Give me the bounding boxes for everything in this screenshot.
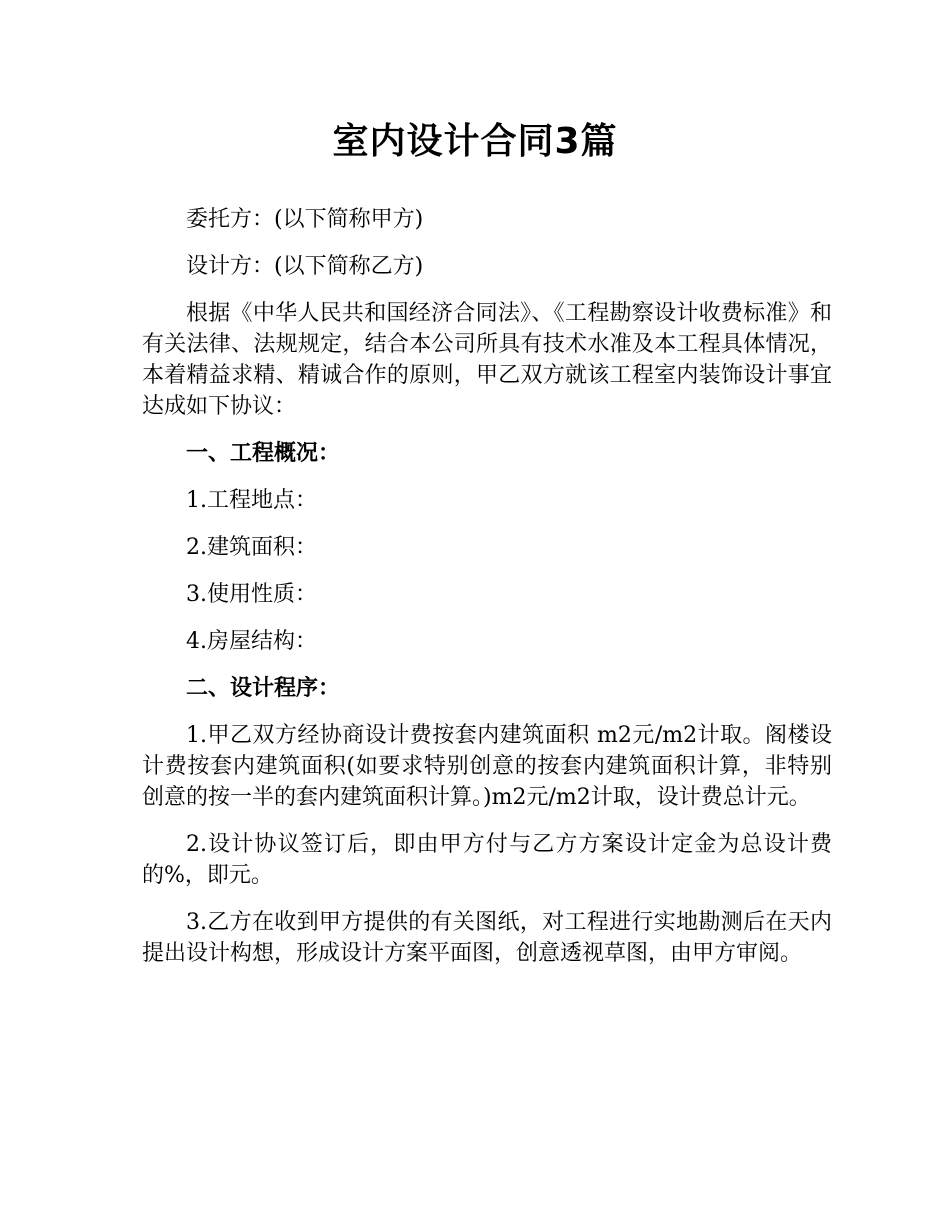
list-item-project-location: 1.工程地点：	[186, 488, 317, 513]
clause-design-proposal: 3.乙方在收到甲方提供的有关图纸，对工程进行实地勘测后在天内提出设计构想，形成设计方案平面图，创意透视草图，由甲方审阅。	[142, 910, 832, 966]
list-item-building-area: 2.建筑面积：	[186, 535, 317, 560]
list-item-building-structure: 4.房屋结构：	[186, 629, 317, 654]
list-item-usage-nature: 3.使用性质：	[186, 582, 317, 607]
clause-deposit: 2.设计协议签订后，即由甲方付与乙方方案设计定金为总设计费的%，即元。	[142, 832, 832, 888]
paragraph-preamble: 根据《中华人民共和国经济合同法》、《工程勘察设计收费标准》和有关法律、法规规定，结合本公司所具有技术水准及本工程具体情况，本着精益求精、精诚合作的原则，甲乙双方就该工程室内装饰设计事宜达成如下协议：	[142, 301, 832, 419]
paragraph-client: 委托方：(以下简称甲方)	[186, 207, 424, 232]
section-heading-design-procedure: 二、设计程序：	[186, 676, 341, 701]
paragraph-designer: 设计方：(以下简称乙方)	[186, 254, 424, 279]
document-body	[142, 204, 832, 969]
clause-design-fee: 1.甲乙双方经协商设计费按套内建筑面积 m2元/m2计取。阁楼设计费按套内建筑面积(如要求特别创意的按套内建筑面积计算，非特别创意的按一半的套内建筑面积计算。)m2元/m2计取，设计费总计元。	[142, 723, 832, 810]
document-title: 室内设计合同3篇	[332, 121, 618, 162]
section-heading-project-overview: 一、工程概况：	[186, 441, 341, 466]
